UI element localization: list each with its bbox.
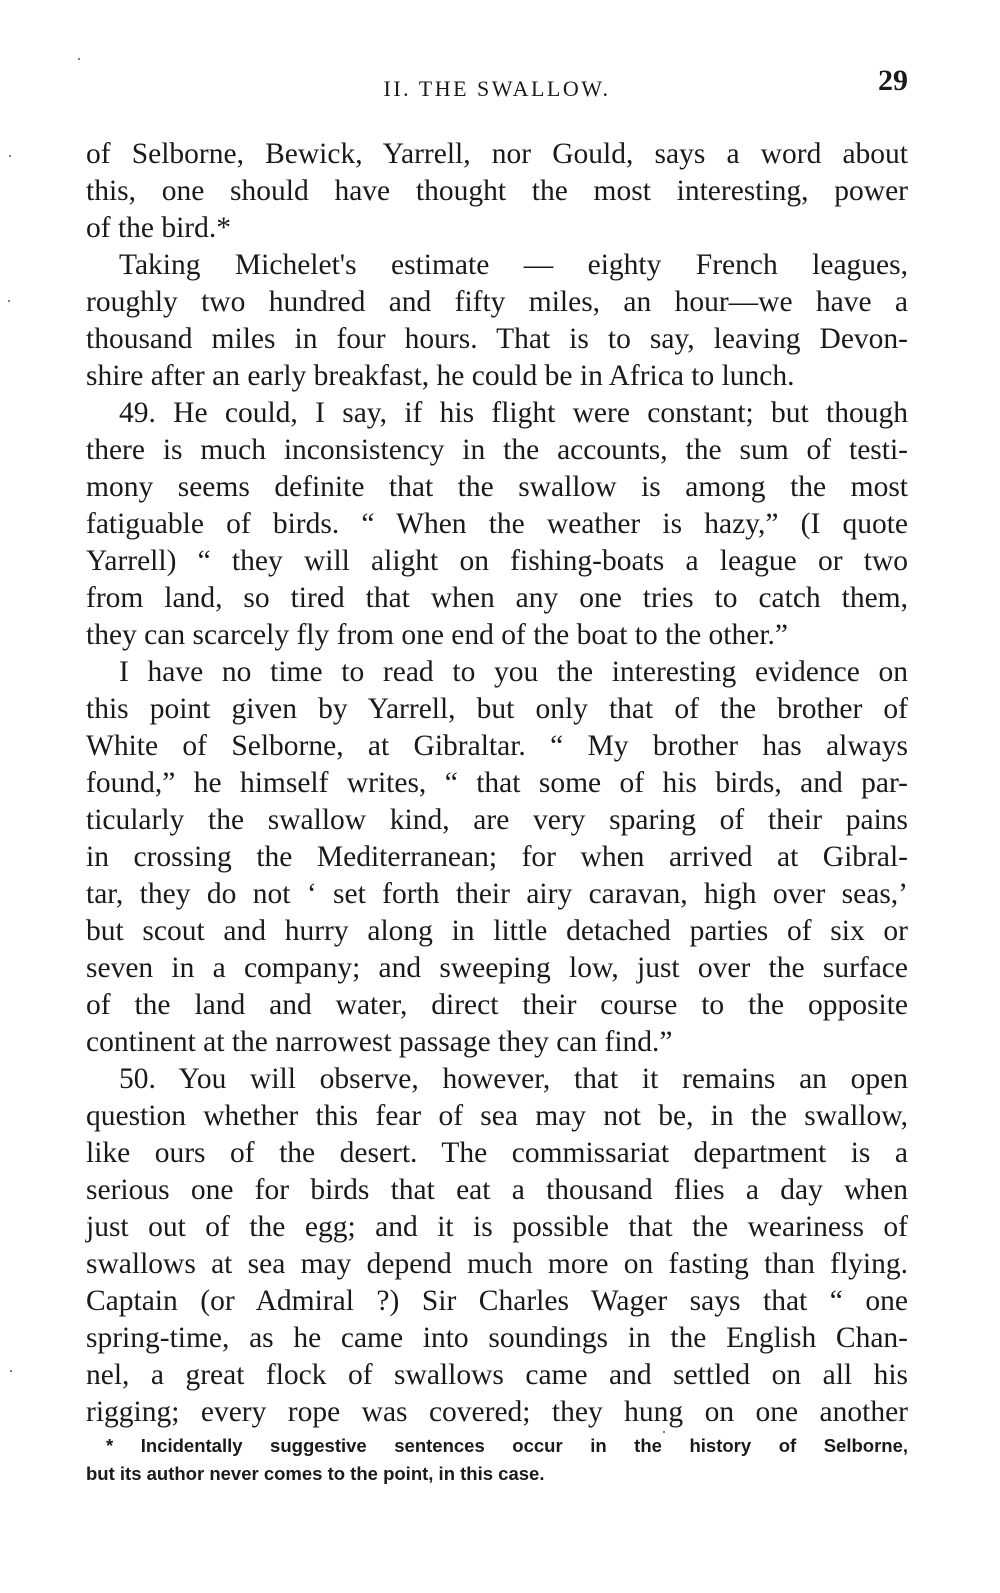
text-line: question whether this fear of sea may not be, in the swallow,	[86, 1100, 908, 1132]
scan-speck	[9, 155, 11, 157]
text-line: mony seems definite that the swallow is among the most	[86, 471, 908, 503]
text-line: from land, so tired that when any one tries to catch them,	[86, 582, 908, 614]
text-line: Yarrell) “ they will alight on fishing-boats a league or two	[86, 545, 908, 577]
text-line: continent at the narrowest passage they can find.”	[86, 1026, 673, 1058]
body-text	[86, 136, 908, 1431]
text-line: of the land and water, direct their course to the opposite	[86, 989, 908, 1021]
text-line: spring-time, as he came into soundings in the English Chan-	[86, 1322, 908, 1354]
text-line: of Selborne, Bewick, Yarrell, nor Gould, says a word about	[86, 138, 908, 170]
text-line: rigging; every rope was covered; they hung on one another	[86, 1396, 908, 1428]
text-line: found,” he himself writes, “ that some of his birds, and par-	[86, 767, 908, 799]
text-line: Captain (or Admiral ?) Sir Charles Wager says that “ one	[86, 1285, 908, 1317]
footnote-line: * Incidentally suggestive sentences occur in the history of Selborne,	[106, 1435, 908, 1456]
footnote-line: but its author never comes to the point, in this case.	[86, 1463, 545, 1484]
footnote	[86, 1432, 908, 1488]
text-line: fatiguable of birds. “ When the weather is hazy,” (I quote	[86, 508, 908, 540]
text-line: seven in a company; and sweeping low, just over the surface	[86, 952, 908, 984]
text-line: swallows at sea may depend much more on fasting than flying.	[86, 1248, 908, 1280]
text-line: nel, a great flock of swallows came and settled on all his	[86, 1359, 908, 1391]
text-line: White of Selborne, at Gibraltar. “ My brother has always	[86, 730, 908, 762]
text-line: just out of the egg; and it is possible that the weariness of	[86, 1211, 908, 1243]
text-line: ticularly the swallow kind, are very sparing of their pains	[86, 804, 908, 836]
text-line: like ours of the desert. The commissariat department is a	[86, 1137, 908, 1169]
paragraph-start-line: I have no time to read to you the interesting evidence on	[119, 656, 908, 688]
scan-speck	[8, 300, 10, 302]
text-line: thousand miles in four hours. That is to say, leaving Devon-	[86, 323, 908, 355]
paragraph-start-line: Taking Michelet's estimate — eighty French leagues,	[119, 249, 908, 281]
text-line: they can scarcely fly from one end of the boat to the other.”	[86, 619, 788, 651]
paragraph-start-line: 49. He could, I say, if his flight were constant; but though	[119, 397, 908, 429]
text-line: there is much inconsistency in the accounts, the sum of testi-	[86, 434, 908, 466]
scan-speck	[663, 1431, 665, 1433]
running-title: II. THE SWALLOW.	[383, 76, 611, 101]
scan-speck	[78, 58, 80, 60]
text-line: serious one for birds that eat a thousand flies a day when	[86, 1174, 908, 1206]
text-line: but scout and hurry along in little detached parties of six or	[86, 915, 908, 947]
text-line: roughly two hundred and fifty miles, an hour—we have a	[86, 286, 908, 318]
text-line: this, one should have thought the most interesting, power	[86, 175, 908, 207]
text-line: in crossing the Mediterranean; for when arrived at Gibral-	[86, 841, 908, 873]
text-line: of the bird.*	[86, 212, 232, 244]
page-header	[86, 62, 908, 102]
scan-speck	[10, 1370, 12, 1372]
text-line: tar, they do not ‘ set forth their airy caravan, high over seas,’	[86, 878, 908, 910]
paragraph-start-line: 50. You will observe, however, that it remains an open	[119, 1063, 908, 1095]
text-line: this point given by Yarrell, but only that of the brother of	[86, 693, 908, 725]
page-number: 29	[878, 64, 908, 97]
text-line: shire after an early breakfast, he could be in Africa to lunch.	[86, 360, 795, 392]
